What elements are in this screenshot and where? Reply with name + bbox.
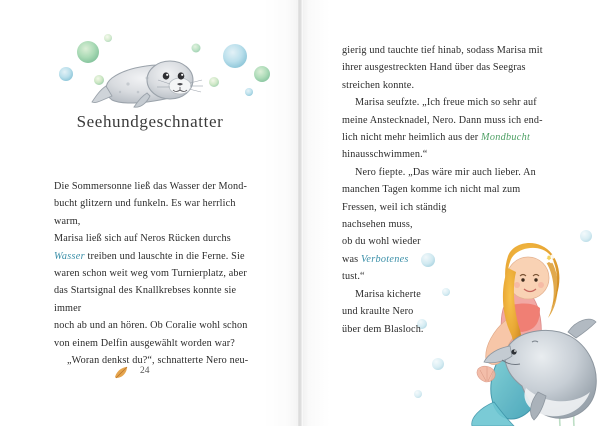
line: manchen Tagen komme ich nicht mal zum xyxy=(342,184,521,196)
paragraph xyxy=(342,164,557,286)
line: „Woran denkst du?“, schnatterte Nero neu- xyxy=(67,355,249,367)
seal-pup xyxy=(92,61,203,107)
highlight-word-verbotenes: Verbotenes xyxy=(361,253,409,265)
line: streichen konnte. xyxy=(342,79,415,91)
line: meine Anstecknadel, Nero. Dann muss ich end- xyxy=(342,114,543,126)
right-page-body xyxy=(342,42,557,338)
line: und kraulte Nero xyxy=(342,306,414,318)
line: Fressen, weil ich ständig xyxy=(342,201,447,213)
shell xyxy=(477,366,495,382)
page-number-left: 24 xyxy=(140,366,150,376)
highlight-word-mondbucht: Mondbucht xyxy=(481,132,531,144)
line: tust.“ xyxy=(342,271,365,283)
line: Marisa seufzte. „Ich freue mich so sehr auf xyxy=(355,97,537,109)
chapter-title-text: Seehundgeschnatter xyxy=(76,112,224,131)
line: Marisa kicherte xyxy=(355,288,421,300)
line: lich nicht mehr heimlich aus der xyxy=(342,132,482,144)
line: das Startsignal des Knallkrebses konnte sie immer xyxy=(54,285,237,314)
paragraph xyxy=(342,286,557,338)
line: über dem Blasloch. xyxy=(342,323,424,335)
line: von einem Delfin ausgewählt worden war? xyxy=(54,337,235,349)
line: Nero fiepte. „Das wäre mir auch lieber. An xyxy=(355,166,536,178)
paragraph xyxy=(54,178,254,352)
paragraph xyxy=(342,94,557,164)
left-page-body xyxy=(54,178,254,369)
line: noch ab und an hören. Ob Coralie wohl schon xyxy=(54,320,248,332)
highlight-word-wasser: Wasser xyxy=(54,250,85,262)
chapter-title xyxy=(0,112,300,132)
leaf-ornament-icon xyxy=(112,364,130,382)
line: treiben und lauschte in die Ferne. Sie xyxy=(84,250,245,262)
paragraph xyxy=(54,352,254,369)
line: nachsehen muss, xyxy=(342,219,413,231)
seal-illustration xyxy=(0,8,300,118)
line: was xyxy=(342,253,361,265)
book-gutter xyxy=(298,0,303,426)
line: ihrer ausgestreckten Hand über das Seegras xyxy=(342,62,526,74)
line: gierig und tauchte tief hinab, sodass Marisa mit xyxy=(342,45,543,56)
right-page xyxy=(300,0,600,426)
paragraph xyxy=(342,42,557,94)
line: hinausschwimmen.“ xyxy=(342,149,428,161)
line: Marisa ließ sich auf Neros Rücken durchs xyxy=(54,233,231,245)
line: waren schon weit weg vom Turnierplatz, aber xyxy=(54,268,247,280)
line: Die Sommersonne ließ das Wasser der Mond- xyxy=(54,181,248,192)
line: ob du wohl wieder xyxy=(342,236,421,248)
line: bucht glitzern und funkeln. Es war herrlich warm, xyxy=(54,198,236,227)
